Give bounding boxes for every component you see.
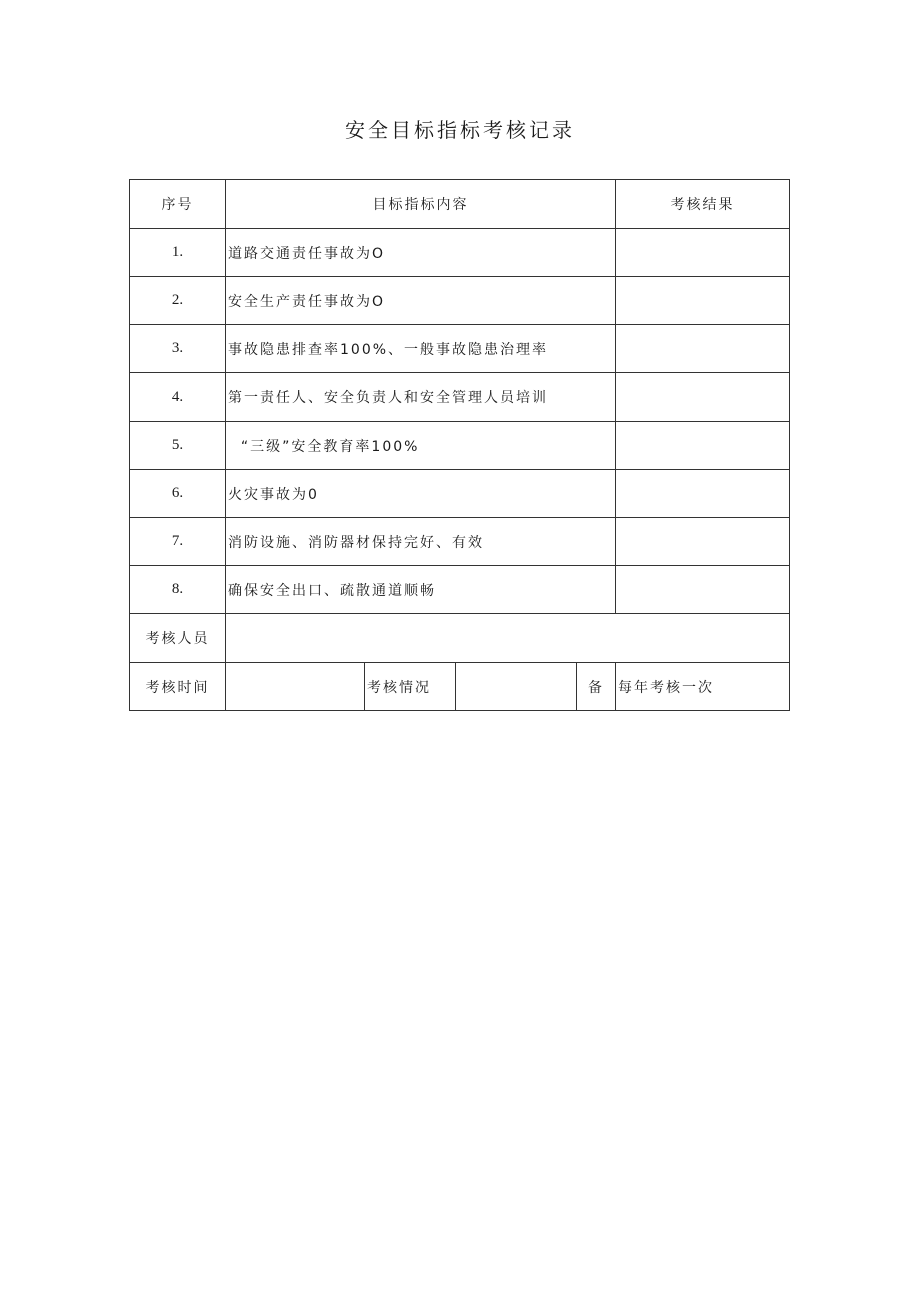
assessor-value[interactable] [225,613,790,663]
row-index: 3. [129,324,226,373]
header-index: 序号 [129,179,226,229]
row-content: 事故隐患排查率100%、一般事故隐患治理率 [225,324,616,373]
assessment-table [129,179,790,711]
row-result[interactable] [615,372,790,422]
page-title: 安全目标指标考核记录 [345,118,575,142]
row-result[interactable] [615,324,790,373]
assessor-label: 考核人员 [129,613,226,663]
row-index: 6. [129,469,226,518]
row-content: 确保安全出口、疏散通道顺畅 [225,565,616,614]
row-content: 道路交通责任事故为O [225,228,616,277]
row-content: “三级”安全教育率100% [225,421,616,470]
row-index: 5. [129,421,226,470]
row-content: 第一责任人、安全负责人和安全管理人员培训 [225,372,616,422]
time-value[interactable] [225,662,365,711]
row-index: 2. [129,276,226,325]
time-label: 考核时间 [129,662,226,711]
row-result[interactable] [615,517,790,566]
situation-value[interactable] [455,662,577,711]
row-content: 火灾事故为0 [225,469,616,518]
row-result[interactable] [615,469,790,518]
remark-value: 每年考核一次 [615,662,790,711]
row-index: 8. [129,565,226,614]
row-result[interactable] [615,276,790,325]
row-index: 1. [129,228,226,277]
row-content: 安全生产责任事故为O [225,276,616,325]
header-result: 考核结果 [615,179,790,229]
header-content: 目标指标内容 [225,179,616,229]
row-index: 4. [129,372,226,422]
row-result[interactable] [615,421,790,470]
row-content: 消防设施、消防器材保持完好、有效 [225,517,616,566]
remark-label: 备 [576,662,616,711]
row-result[interactable] [615,228,790,277]
row-result[interactable] [615,565,790,614]
row-index: 7. [129,517,226,566]
situation-label: 考核情况 [364,662,456,711]
